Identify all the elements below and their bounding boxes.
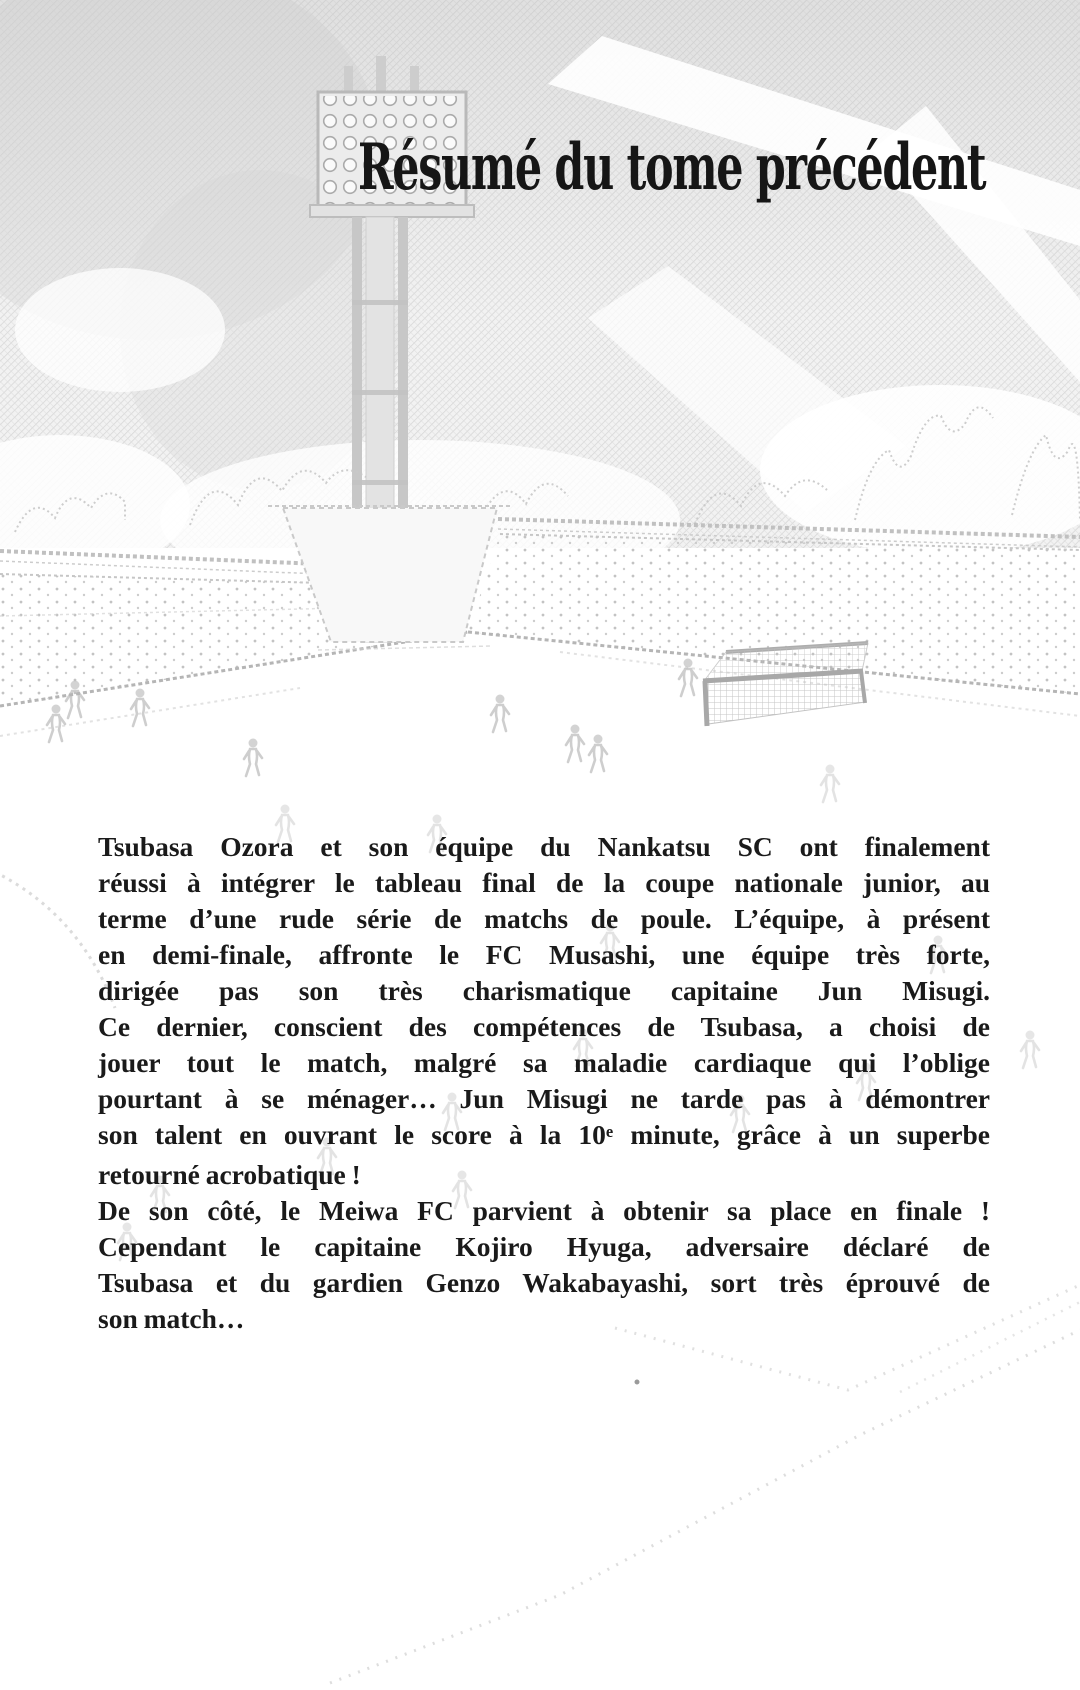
text-line: [98, 1117, 990, 1157]
sky: [0, 0, 1080, 600]
text-line: terme d’une rude série de matchs de poule. L’équipe, à présent: [98, 903, 990, 934]
text-line: Tsubasa et du gardien Genzo Wakabayashi, sort très éprouvé de: [98, 1267, 990, 1298]
text-line: De son côté, le Meiwa FC parvient à obtenir sa place en finale !: [98, 1195, 990, 1226]
page-title: Résumé du tome précédent: [358, 130, 986, 205]
text-line-part: son talent en ouvrant le score à la 10: [98, 1119, 606, 1150]
text-line: Cependant le capitaine Kojiro Hyuga, adversaire déclaré de: [98, 1231, 990, 1262]
text-line-part: minute, grâce à un superbe: [630, 1119, 990, 1150]
text-line: son match…: [98, 1303, 245, 1334]
text-line: Tsubasa Ozora et son équipe du Nankatsu SC ont finalement: [98, 831, 990, 862]
text-line: jouer tout le match, malgré sa maladie cardiaque qui l’oblige: [98, 1047, 990, 1078]
text-line: réussi à intégrer le tableau final de la coupe nationale junior, au: [98, 867, 990, 898]
text-line: Ce dernier, conscient des compétences de Tsubasa, a choisi de: [98, 1011, 990, 1042]
summary-text: [98, 829, 990, 1337]
text-line: pourtant à se ménager… Jun Misugi ne tarde pas à démontrer: [98, 1083, 990, 1114]
text-line: dirigée pas son très charismatique capitaine Jun Misugi.: [98, 975, 990, 1006]
superscript-e: e: [605, 1121, 614, 1141]
soccer-goal: [703, 643, 868, 726]
text-line: en demi-finale, affronte le FC Musashi, une équipe très forte,: [98, 939, 990, 970]
text-line: retourné acrobatique !: [98, 1159, 361, 1190]
